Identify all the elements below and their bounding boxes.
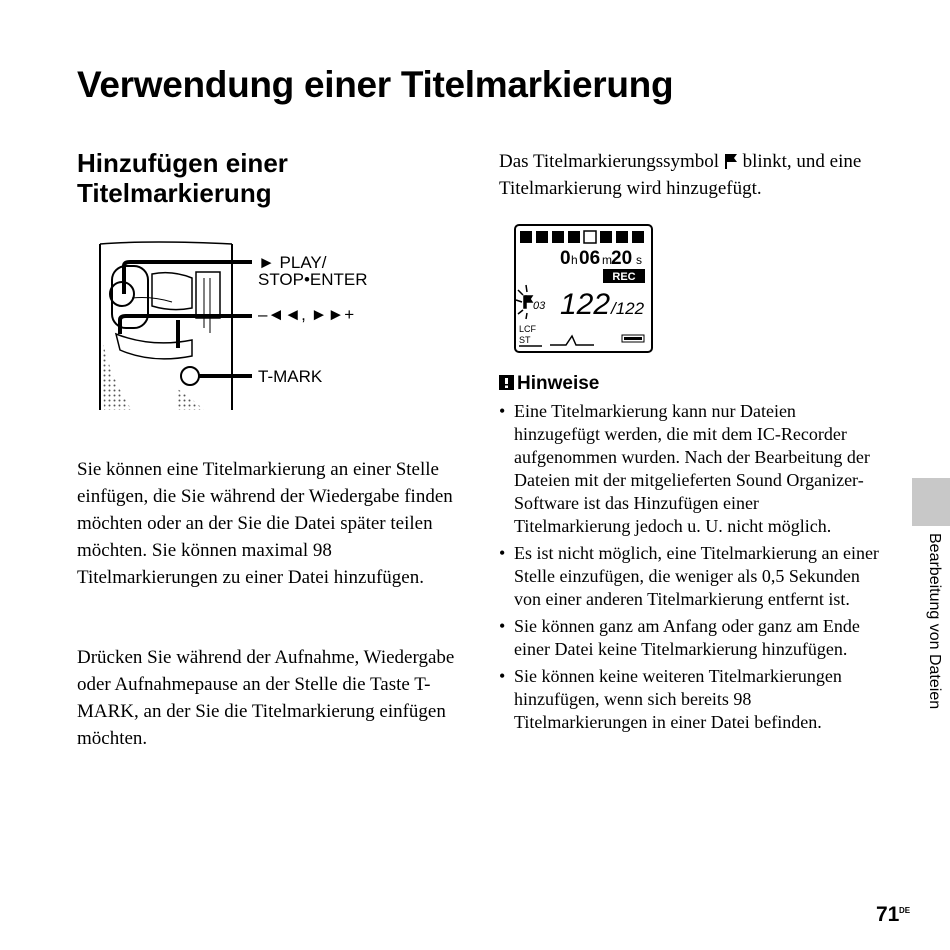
level-segment [616, 231, 628, 243]
intro-paragraph: Sie können eine Titelmarkierung an einer Stelle einfügen, die Sie während der Wiedergabe finden möchten oder an der Sie die Datei später teilen möchten. Sie können maximal 98 Titelmarkierungen zu einer Datei hinzufügen. [77, 459, 453, 588]
level-segment [600, 231, 612, 243]
lcd-track-mark: 03 [533, 300, 546, 312]
notes-heading [499, 373, 599, 395]
lcd-file-total: /122 [611, 299, 645, 318]
level-segment [632, 231, 644, 243]
chapter-tab [912, 478, 950, 526]
result-text-before: Das Titelmarkierungssymbol [499, 151, 720, 172]
page-number: 71 [876, 903, 900, 926]
t-mark-label: T-MARK [258, 367, 323, 386]
note-item: • Sie können keine weiteren Titelmarkierungen hinzufügen, wenn sich bereits 98 Titelmarkierungen in einer Datei befinden. [499, 665, 879, 734]
note-item: • Eine Titelmarkierung kann nur Dateien hinzugefügt werden, die mit dem IC-Recorder aufgenommen wurden. Nach der Bearbeitung der Dateien mit der mitgelieferten Sound Organizer-Software ist das Hinzufügen einer Titelmarkierung jedoch u. U. nicht möglich. [499, 400, 879, 538]
page-language-code: DE [899, 906, 911, 915]
lcd-st-label: ST [519, 335, 531, 345]
lcd-lcf-label: LCF [519, 324, 537, 334]
level-segment [520, 231, 532, 243]
lcd-m-unit: m [602, 253, 612, 267]
rec-badge-label: REC [612, 271, 636, 283]
level-segment [552, 231, 564, 243]
note-icon [499, 375, 514, 390]
level-segment [584, 231, 596, 243]
lcd-h-unit: h [571, 253, 578, 267]
notes-list [499, 400, 879, 738]
play-stop-label: ► PLAY/ [258, 253, 327, 272]
lcd-s-unit: s [636, 253, 642, 267]
lcd-display [514, 224, 654, 354]
level-segment [536, 231, 548, 243]
stop-enter-label: STOP•ENTER [258, 270, 368, 289]
notes-heading-label: Hinweise [517, 373, 600, 394]
section-heading: Hinzufügen einer Titelmarkierung [77, 148, 288, 208]
note-item: • Sie können ganz am Anfang oder ganz am Ende einer Datei keine Titelmarkierung hinzufügen. [499, 615, 879, 661]
lcd-file-number: 122 [560, 288, 611, 321]
lcd-seconds: 20 [611, 248, 633, 269]
device-illustration [92, 238, 392, 418]
lcd-hours: 0 [560, 248, 571, 269]
note-item: • Es ist nicht möglich, eine Titelmarkierung an einer Stelle einzufügen, die weniger als 0,5 Sekunden von einer anderen Titelmarkierung entfernt ist. [499, 542, 879, 611]
track-mark-flag-icon [724, 153, 738, 169]
skip-buttons-label: –◄◄, ►►+ [258, 305, 355, 324]
result-paragraph [499, 148, 889, 202]
result-text-after: blinkt, und eine Titelmarkierung wird hinzugefügt. [499, 151, 862, 199]
instruction-paragraph: Drücken Sie während der Aufnahme, Wiedergabe oder Aufnahmepause an der Stelle die Taste T-MARK, an der Sie die Titelmarkierung einfügen möchten. [77, 647, 455, 749]
lcd-minutes: 06 [579, 248, 601, 269]
page-title: Verwendung einer Titelmarkierung [77, 64, 674, 105]
chapter-tab-label: Bearbeitung von Dateien [926, 533, 943, 710]
level-segment [568, 231, 580, 243]
